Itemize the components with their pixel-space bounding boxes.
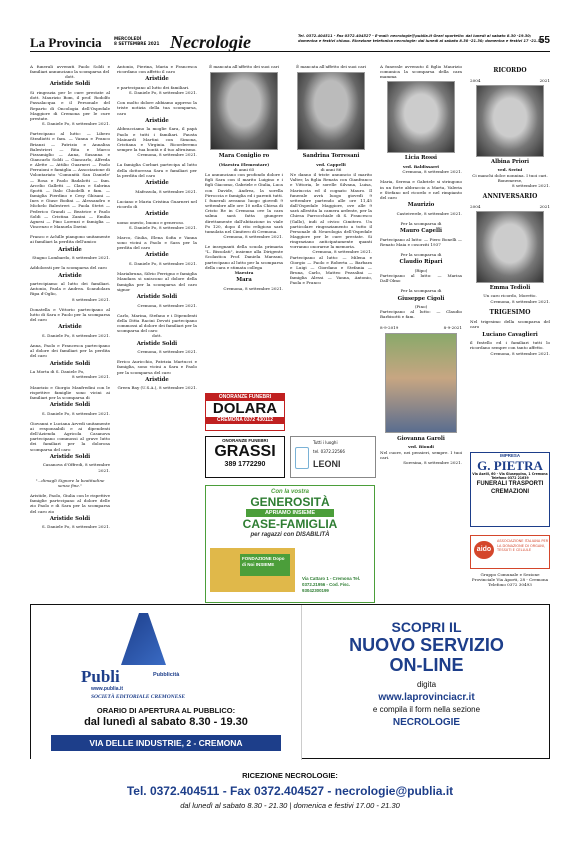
notice: Aristide, Paolo, Giulia con le rispettive famiglie partecipano al dolore delle zio Paolo e di Sara per la scomparsa del caro zio Aristide Soldi S. Daniele Po, 8 settembre 2021. — [30, 493, 110, 530]
header-date: MERCOLEDÌ 8 SETTEMBRE 2021 — [114, 36, 160, 47]
deceased-name: Aristide Soldi — [49, 360, 91, 367]
section-title: Necrologie — [170, 32, 251, 52]
notice: Mariabruna, Silvio Ferrigno e famiglia Mandara si uniscono al dolore della famiglia per la scomparsa del caro signor Aristide Soldi Cremona, 8 settembre 2021. — [117, 271, 197, 308]
notice: La famiglia Corbari partecipa al lutto della dottoressa Sara e familiari per la perdita del caro Aristide Mafezzola, 8 settembre 2021. — [117, 162, 197, 194]
obituary-maurizio: Maria, Serena e Gabriele si stringono in un forte abbraccio a Marta, Valeria e Stefano nel ricordo e nel rimpianto del caro Maurizio Casteiverde, 8 settembre 2021. — [380, 179, 462, 216]
notice: Con molto dolore abbiamo appreso la triste notizia della tua scomparsa, caro Aristide Abbracciamo la moglie Sara, il papà Paolo e tutti i familiari. Fausta Mainardi Martini con Simona, Cristiana e Virginia. Ricorderemo sempre la tua bontà e il tuo altruismo. Cremona, 8 settembre 2021. — [117, 100, 197, 158]
leoni-logo-icon — [295, 447, 309, 469]
column-5 — [380, 64, 462, 470]
ad-leoni: Tutti i luoghi tel. 0372.22566 LEONI — [290, 436, 376, 478]
portrait-photo — [476, 211, 544, 283]
column-2 — [117, 64, 197, 396]
obituary-mara: È mancata all'affetto dei suoi cari Mara Coniglio ro (Maestra Elementare) di anni 65 Lo annunciano con profondo dolore i figli Sara con il marito Luigino e i figli Giacomo, Gabriele e Giulia, Luca con Davide, Andrea, la sorella Pirroccia e famiglia ed i parenti tutti. I funerali avranno luogo giovedì 9 settembre alle ore 10 nella Chiesa di Cristo Re in Cremona ove la cara salma sarà fatta giungere direttamente dall'abitazione in viale Po 120, dopo il rito religioso sarà tumulata nel Cimitero di Cremona. Cremona, 8 settembre 2021. — [205, 64, 283, 240]
notice: Errico Auricchio, Patrizia Martucci e famiglia, sono vicini a Sara e Paolo per la scomparsa del caro Aristide Green Bay (U.S.A.), 8 settembre 2021. — [117, 359, 197, 391]
deceased-name: Aristide Soldi — [49, 81, 91, 88]
ad-dolara: ONORANZE FUNEBRI DOLARA CREMONA 0372 430112 — [205, 393, 285, 431]
notice: A funerali avvenuti Paolo Soldi e familiari annunciano la scomparsa del dott. Aristide Soldi Si ringrazia per le cure prestate al dott. Maurizio Bom, il prof. Rodolfo Passalacqua e il Personale del Reparto di Oncologia dell'Ospedale Maggiore di Cremona per le cure prestate. S. Daniele Po, 8 settembre 2021. — [30, 64, 110, 127]
page-header — [30, 33, 550, 52]
portrait-photo — [385, 333, 457, 433]
deceased-name: Aristide Soldi — [136, 340, 178, 347]
deceased-name: Aristide Soldi — [49, 402, 91, 409]
masthead: La Provincia — [30, 35, 102, 50]
obituary-ripari: Per la scomparsa di Claudio Ripari (Ripo) Partecipano al lutto: — Marisa Dall'Olmo — [380, 252, 462, 284]
publia-logo-icon — [121, 613, 166, 665]
deceased-name: Aristide — [145, 179, 169, 186]
deceased-name: Aristide — [145, 252, 169, 259]
obituary-licia: A funerale avvenuto il figlio Maurizio comunica la scomparsa della cara mamma Licia Rossi ved. Baldissarri Cremona, 8 settembre 2021. — [380, 64, 462, 175]
obituary-teachers: Le insegnanti della scuola primaria "L. Bissolati", insieme alla Dirigente Scolastica Prof. Daniela Marzani, partecipano al lutto per la scomparsa della cara e stimata collega Maestra Mara Cremona, 8 settembre 2021. — [205, 244, 283, 291]
memorial-albina: RICORDO 2004 2021 Albina Priori ved. Serini Ci manchi dolce nonnina. I tuoi cari. Bonemerse, 8 settembre 2021. — [470, 67, 550, 188]
notice: Maurizio e Giorgio Manfredini con le rispettive famiglie sono vicini ai familiari per la scomparsa di Aristide Soldi S. Daniele Po, 8 settembre 2021. — [30, 384, 110, 416]
portrait-photo — [476, 85, 544, 157]
obituary-garoli: 8-9-2019 8-9-2021 Giovanna Garoli ved. Biondi Nel cuore, nei pensieri, sempre. I tuoi cari. Soresina, 8 settembre 2021. — [380, 324, 462, 465]
ad-aido: aido ASSOCIAZIONE ITALIANA PER LA DONAZIONE DI ORGANI, TESSUTI E CELLULE — [470, 535, 550, 569]
deceased-name: Aristide — [58, 272, 82, 279]
memorial-emma: ANNIVERSARIO 2004 2021 Emma Tedioli Un caro ricordo, Moretto. Cremona, 8 settembre 2021. — [470, 193, 550, 304]
notice: "...dimagli Signore la beatitudine senza fine." — [35, 477, 105, 488]
aido-logo-icon: aido — [474, 541, 494, 559]
notice: Carlo, Marina, Stefano e i Dipendenti della Ditta Racini Devoti partecipano commossi al dolore dei familiari per la scomparsa del caro dott. Aristide Soldi Cremona, 8 settembre 2021. — [117, 312, 197, 355]
deceased-name: Aristide — [58, 246, 82, 253]
portrait-photo — [387, 81, 455, 153]
ad-publia: Publi Pubblicità www.publia.it SOCIETÀ EDITORIALE CREMONESE ORARIO DI APERTURA AL PUBBLICO: dal lunedì al sabato 8.30 - 19.30 VIA DELLE INDUSTRIE, 2 - CREMONA SCOPRI IL NUOVO SERVIZIO ON-LINE digita www.laprovinciacr.it e compila il form nella sezione NECROLOGIE — [30, 604, 550, 759]
deceased-name: Aristide — [145, 76, 169, 83]
notice: Antonio, Pierina, Maria e Francesca ricordano con affetto il caro Aristide e partecipano al lutto dei familiari. S. Daniele Po, 8 settembre 2021. — [117, 64, 197, 96]
column-4 — [290, 64, 372, 291]
notice: Anna, Paolo e Francesca partecipano al dolore dei familiari per la perdita del caro Aristide Soldi La Morta di S. Daniele Po, 8 settembre 2021. — [30, 343, 110, 380]
ad-grassi: ONORANZE FUNEBRI GRASSI 389 1772290 — [205, 436, 285, 478]
header-info: Tel. 0372.404511 - Fax 0372.404527 - E-mail: necrologie@publia.it Orari sportello: dal lunedì al sabato 8.30 -19.30; domenica e festivi chiuso. Ricezione telefonica necrologie: dal lunedì al sabato 8.30 -21.30; domenica e festivi 17 -21.30 — [298, 34, 543, 43]
notice: Luciano e Maria Cristina Guarneri nel ricordo di Aristide uomo onesto, buono e generoso. S. Daniele Po, 8 settembre 2021. — [117, 198, 197, 230]
portrait-photo — [210, 72, 278, 150]
laprovincia-link[interactable]: www.laprovinciacr.it — [378, 692, 475, 703]
deceased-name: Aristide — [145, 210, 169, 217]
page-number: 55 — [538, 35, 550, 46]
notice: Partecipano al lutto: — Libero Stradiotti e fam. — Vanna e Franco Brianzi — Patrizio e Annalisa Balestrieri — Rita e Marco Pizzamiglio — Anna, Susanna e Giancarlo Soldi — Giancarlo, Alfreda e Alette — Attilio Guarneri — Paolo Ferraioni e famiglia — Associazione di Volontariato 'Comunità San Daniele' — Rosa e Paolo Badalotti — fam. Arcelio Galletti — Clara e Sabrina Spotti — Italo Chiodelli e fam. — famiglia Pierdino e Cesy Ghisani — Ines e Giuse Bodini — Alessandro e Michelo Balestreri — Paola Stetri — Federico Grandi — Beatrice e Paolo Soldi — Cristina Zanini — Emilia Agnesi — Pino Lorenzi e famiglia — Vincenzo e Manuela Davini — [30, 131, 110, 230]
deceased-name: Aristide Soldi — [49, 515, 91, 522]
deceased-name: Aristide Soldi — [136, 293, 178, 300]
obituary-cigoli: Per la scomparsa di Giuseppe Cigoli (Pino) Partecipano al lutto: — Claudio Barbisotti e fam. — [380, 288, 462, 320]
memorial-cavaglieri: TRIGESIMO Nel trigesimo della scomparsa del caro Luciano Cavaglieri il fratello ed i familiari tutti lo ricordano sempre con tanto affetto. Cremona, 8 settembre 2021. — [470, 308, 550, 356]
notice: Marco, Giulia, Elena Sofia e Vanna sono vicini a Paolo e Sara per la perdita del caro Aristide S. Daniele Po, 8 settembre 2021. — [117, 234, 197, 267]
notice: Addolorati per la scomparsa del caro Aristide partecipiamo al lutto dei familiari. Antonio, Paola e Andrea. Scandolara Ripa d'Oglio, 8 settembre 2021. — [30, 265, 110, 302]
deceased-name: Aristide Soldi — [49, 453, 91, 460]
ad-pietra: IMPRESA G. PIETRA Via Aselli, 60 - Via Giuseppina, 1 Cremona Telefono 0372 21639 FUNERALI TRASPORTI CREMAZIONI — [470, 452, 550, 527]
column-3 — [205, 64, 283, 296]
notice: Franco e Achille piangono unitamente ai familiari la perdita dell'amico Aristide Stagno Lombardo, 8 settembre 2021. — [30, 234, 110, 261]
portrait-photo — [297, 72, 365, 150]
footer: RICEZIONE NECROLOGIE: Tel. 0372.404511 - Fax 0372.404527 - necrologie@publia.it dal lunedì al sabato 8.30 - 21.30 | domenica e festivi 17.00 - 21.30 — [126, 771, 454, 810]
notice: Donatella e Vittorio partecipano al lutto di Sara e Paolo per la scomparsa del caro Aristide S. Daniele Po, 8 settembre 2021. — [30, 306, 110, 338]
obituary-capelli: Per la scomparsa di Mauro Capelli Partecipano al lutto: — Piero Bonelli — Renato Maia e cosorziti 1937 — [380, 220, 462, 247]
ad-generosita: Con la vostra GENEROSITÀ APRIAMO INSIEME CASE-FAMIGLIA per ragazzi con DISABILITÀ FONDAZIONE Dopo di Noi INSIEME Via Cattaro 1 - Cremona Tel. 0372.21956 - Cod. Fisc. 93042300199 — [205, 485, 375, 603]
obituary-sandrina: È mancata all'affetto dei suoi cari Sandrina Torresani ved. Cappelli di anni 86 Ne danno il triste annuncio il marito Valter, la figlia Renata con Gianfranco e Vittoria, le sorelle Silvana, Luisa, Mariuccia ed il cognato Mauro. Il funerale avrà luogo giovedì 9 settembre partendo alle ore 11,45 dall'Ospedale Maggiore, ove alle 9 sarà allestita la camera ardente, per la Chiesa Parrocchiale di S. Francesco (Gallo), indi al civico Cimitero. Un particolare ringraziamento a tutto il Personale di Neurologia dell'Ospedale Maggiore per le cure prestate. Si ringraziano anticipatamente quanti vorranno onorarne la memoria. Cremona, 8 settembre 2021. Partecipano al lutto: — Milena e Giorgio — Paolo e Roberta — Barbara e Luigi — Giordano e Stefania — Bruna, Carlo, Matteo Pezzalini — famiglia Alessi — Vanna, Antonio, Paola e Franco — [290, 64, 372, 286]
deceased-name: Aristide — [145, 117, 169, 124]
deceased-name: Aristide — [145, 376, 169, 383]
column-1 — [30, 64, 110, 535]
aido-address: Gruppo Comunale e Sezione Provinciale Via Aporti, 28 - Cremona Telefono 0372 30493 — [471, 572, 549, 588]
notice: Giovanni e Luciana Arvedi unitamente ai responsabili e ai dipendenti dell'Azienda Agricola Casanova partecipano commossi al grave lutto dei familiari per la dolorosa scomparsa del caro Aristide Soldi Casanova d'Offredi, 8 settembre 2021. — [30, 420, 110, 473]
column-6 — [470, 64, 550, 361]
deceased-name: Aristide — [58, 324, 82, 331]
